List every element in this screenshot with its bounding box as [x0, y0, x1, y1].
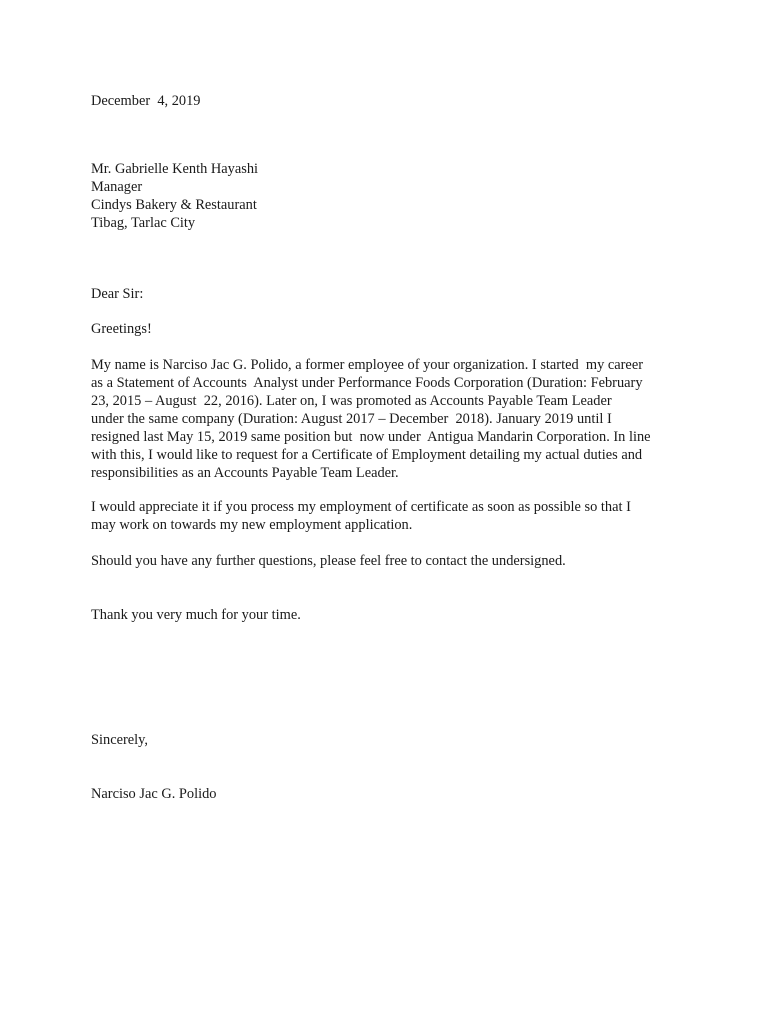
- paragraph-line: resigned last May 15, 2019 same position but now under Antigua Mandarin Corporation. In line: [91, 429, 651, 445]
- body-paragraph-1: [91, 356, 651, 482]
- recipient-company: Cindys Bakery & Restaurant: [91, 197, 257, 213]
- paragraph-line: responsibilities as an Accounts Payable Team Leader.: [91, 465, 399, 481]
- paragraph-line: under the same company (Duration: August 2017 – December 2018). January 2019 until I: [91, 411, 612, 427]
- recipient-name: Mr. Gabrielle Kenth Hayashi: [91, 161, 259, 177]
- salutation: [91, 285, 143, 303]
- body-paragraph-3: [91, 552, 566, 570]
- greeting-text: Greetings!: [91, 321, 152, 337]
- closing: [91, 731, 148, 749]
- thanks-text: Thank you very much for your time.: [91, 607, 301, 623]
- letter-date: [91, 92, 201, 110]
- paragraph-line: My name is Narciso Jac G. Polido, a former employee of your organization. I started my career: [91, 357, 643, 373]
- paragraph-line: Should you have any further questions, please feel free to contact the undersigned.: [91, 553, 566, 569]
- paragraph-line: as a Statement of Accounts Analyst under Performance Foods Corporation (Duration: February: [91, 375, 643, 391]
- closing-text: Sincerely,: [91, 732, 149, 748]
- paragraph-line: 23, 2015 – August 22, 2016). Later on, I was promoted as Accounts Payable Team Leader: [91, 393, 612, 409]
- signature-text: Narciso Jac G. Polido: [91, 786, 217, 802]
- paragraph-line: may work on towards my new employment application.: [91, 517, 413, 533]
- recipient-title: Manager: [91, 179, 143, 195]
- signature-name: [91, 785, 217, 803]
- salutation-text: Dear Sir:: [91, 286, 144, 302]
- paragraph-line: with this, I would like to request for a Certificate of Employment detailing my actual duties and: [91, 447, 643, 463]
- paragraph-line: I would appreciate it if you process my employment of certificate as soon as possible so that I: [91, 499, 631, 515]
- greeting: [91, 320, 152, 338]
- thanks-line: [91, 606, 301, 624]
- date-text: December 4, 2019: [91, 93, 201, 109]
- body-paragraph-2: [91, 498, 631, 534]
- recipient-block: [91, 160, 258, 232]
- recipient-address: Tibag, Tarlac City: [91, 215, 196, 231]
